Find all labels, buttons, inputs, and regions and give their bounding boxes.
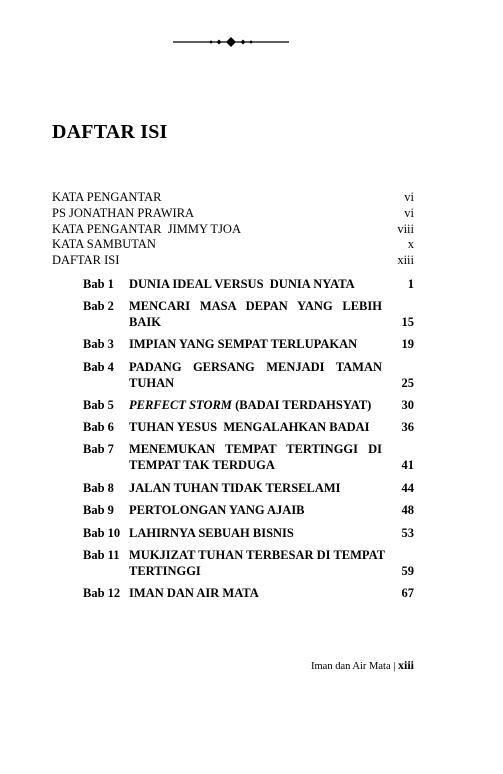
chapter-page: 48 — [401, 503, 414, 517]
chapter-title: JALAN TUHAN TIDAK TERSELAMI — [129, 481, 341, 495]
page-title: DAFTAR ISI — [52, 121, 168, 143]
chapter-page: 25 — [401, 376, 414, 390]
chapter-page: 67 — [401, 586, 414, 600]
prelim-label: DAFTAR ISI — [52, 253, 120, 268]
prelim-label: KATA PENGANTAR JIMMY TJOA — [52, 221, 241, 236]
chapter-title-rest: (BADAI TERDAHSYAT) — [231, 398, 372, 412]
page-footer — [311, 658, 414, 673]
prelim-page: vi — [404, 190, 414, 204]
chapter-number: Bab 5 — [83, 398, 114, 412]
chapter-number: Bab 2 — [83, 299, 114, 313]
prelim-row — [52, 253, 414, 269]
chapter-title: MENEMUKAN TEMPAT TERTINGGI DI — [129, 442, 382, 456]
chapter-title-cont: BAIK — [129, 315, 161, 329]
chapter-title: LAHIRNYA SEBUAH BISNIS — [129, 526, 294, 540]
chapter-page: 1 — [407, 277, 414, 291]
chapter-title: PADANG GERSANG MENJADI TAMAN — [129, 360, 382, 374]
prelim-page: viii — [397, 221, 414, 236]
chapter-title-italic: PERFECT STORM — [129, 398, 232, 412]
chapter-number: Bab 12 — [83, 586, 121, 600]
chapter-title: MUKJIZAT TUHAN TERBESAR DI TEMPAT — [129, 548, 386, 562]
prelim-page: xiii — [397, 253, 414, 268]
prelim-page: x — [407, 237, 414, 252]
chapter-title: TUHAN YESUS MENGALAHKAN BADAI — [129, 420, 370, 434]
chapter-page: 36 — [401, 420, 414, 434]
chapter-number: Bab 10 — [83, 526, 121, 540]
prelim-row — [52, 190, 414, 206]
chapter-title: MENCARI MASA DEPAN YANG LEBIH — [129, 299, 382, 313]
preliminary-list — [52, 190, 414, 269]
chapter-page: 15 — [401, 315, 414, 329]
chapter-title-cont: TEMPAT TAK TERDUGA — [129, 458, 275, 472]
chapter-number: Bab 1 — [83, 277, 114, 291]
chapter-page: 30 — [401, 398, 414, 412]
prelim-row — [52, 237, 414, 253]
chapter-page: 53 — [401, 526, 414, 540]
chapter-number: Bab 8 — [83, 481, 114, 495]
chapter-page: 41 — [401, 458, 414, 472]
chapter-number: Bab 3 — [83, 337, 114, 351]
chapter-number: Bab 7 — [83, 442, 114, 456]
chapter-number: Bab 11 — [83, 548, 120, 562]
chapter-title: DUNIA IDEAL VERSUS DUNIA NYATA — [129, 277, 355, 291]
footer-page-number: xiii — [397, 658, 414, 672]
prelim-label: KATA PENGANTAR — [52, 190, 162, 204]
chapter-page: 44 — [401, 481, 414, 495]
prelim-row — [52, 206, 414, 222]
prelim-label: KATA SAMBUTAN — [52, 237, 156, 252]
chapter-title: PERTOLONGAN YANG AJAIB — [129, 503, 305, 517]
chapter-title-cont: TUHAN — [129, 376, 175, 390]
chapter-number: Bab 9 — [83, 503, 114, 517]
prelim-row — [52, 222, 414, 238]
chapter-title: IMPIAN YANG SEMPAT TERLUPAKAN — [129, 337, 358, 351]
chapter-number: Bab 4 — [83, 360, 114, 374]
chapter-title-cont: TERTINGGI — [129, 564, 201, 578]
chapter-title: IMAN DAN AIR MATA — [129, 586, 259, 600]
prelim-label: PS JONATHAN PRAWIRA — [52, 205, 195, 220]
chapter-title — [129, 397, 371, 413]
chapter-page: 59 — [401, 564, 414, 578]
footer-separator: | — [393, 661, 396, 672]
footer-book-title: Iman dan Air Mata — [311, 661, 391, 672]
prelim-page: vi — [404, 205, 414, 220]
ornament-divider — [173, 34, 289, 50]
chapter-number: Bab 6 — [83, 420, 114, 434]
chapter-page: 19 — [401, 337, 414, 351]
